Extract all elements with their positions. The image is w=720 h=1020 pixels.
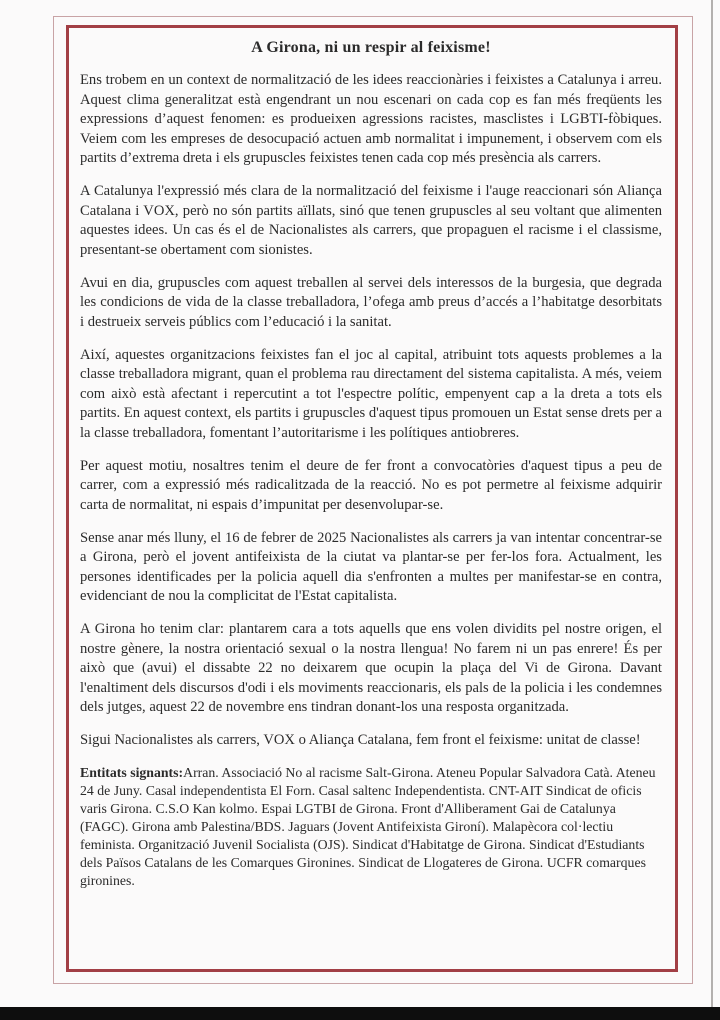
paragraph: Avui en dia, grupuscles com aquest treballen al servei dels interessos de la burgesia, que degrada les condicions de vida de la classe treballadora, l’ofega amb preus d’accés a l’habitatge desorbitats i destrueix serveis públics com l’educació i la sanitat.: [80, 274, 662, 330]
signatories-text: Arran. Associació No al racisme Salt-Girona. Ateneu Popular Salvadora Catà. Ateneu 24 de Juny. Casal independentista El Forn. Casal saltenc Independentista. CNT-AIT Sindicat de oficis varis Girona. C.S.O Kan kolmo. Espai LGTBI de Girona. Front d'Alliberament Gai de Catalunya (FAGC). Girona amb Palestina/BDS. Jaguars (Jovent Antifeixista Gironí). Malapècora col·lectiu feminista. Organització Juvenil Socialista (OJS). Sindicat d'Habitatge de Girona. Sindicat d'Estudiants dels Països Catalans de les Comarques Gironines. Sindicat de Llogateres de Girona. UCFR comarques gironines.: [80, 765, 656, 888]
poster-title: A Girona, ni un respir al feixisme!: [251, 39, 491, 56]
signatories-label: Entitats signants:: [80, 765, 184, 780]
paragraph: A Catalunya l'expressió més clara de la normalització del feixisme i l'auge reaccionari són Aliança Catalana i VOX, però no són partits aïllats, sinó que tenen grupuscles al seu voltant que alimenten aquestes idees. Un cas és el de Nacionalistes als carrers, que propaguen el racisme i el classisme, presentant-se obertament com sionistes.: [80, 183, 662, 258]
photo-bottom-bar: [0, 1007, 720, 1020]
paragraph: Sigui Nacionalistes als carrers, VOX o Aliança Catalana, fem front el feixisme: unitat de classe!: [80, 732, 641, 748]
poster-content: [80, 38, 662, 890]
paragraph: Així, aquestes organitzacions feixistes fan el joc al capital, atribuint tots aquests problemes a la classe treballadora migrant, quan el problema rau directament del sistema capitalista. A més, veiem com això està afectant i repercutint a tot l'espectre polític, empenyent cap a la dreta a tots els partits. En aquest context, els partits i grupuscles d'aquest tipus promouen un Estat sense drets per a la classe treballadora, fomentant l’autoritarisme i les polítiques antiobreres.: [80, 346, 662, 441]
signatories-block: [80, 764, 662, 890]
paragraph: Sense anar més lluny, el 16 de febrer de 2025 Nacionalistes als carrers ja van intentar concentrar-se a Girona, però el jovent antifeixista de la ciutat va plantar-se per fer-los fora. Actualment, les persones identificades per la policia aquell dia s'enfronten a multes per manifestar-se en contra, evidenciant de nou la complicitat de l'Estat capitalista.: [80, 529, 662, 604]
paragraph: Ens trobem en un context de normalització de les idees reaccionàries i feixistes a Catalunya i arreu. Aquest clima generalitzat està engendrant un nou escenari on cada cop es fan més freqüents les expressions d’aquest fenomen: es produeixen agressions racistes, masclistes i LGBTI-fòbiques. Veiem com les empreses de desocupació actuen amb normalitat i impunement, i observem com els partits d’extrema dreta i els grupuscles feixistes tenen cada cop més presència als carrers.: [80, 72, 662, 166]
paragraph: A Girona ho tenim clar: plantarem cara a tots aquells que ens volen dividits pel nostre origen, el nostre gènere, la nostra orientació sexual o la nostra llengua! No farem ni un pas enrere! És per això que (avui) el dissabte 22 no deixarem que ocupin la plaça del Vi de Girona. Davant l'enaltiment dels discursos d'odi i els moviments reaccionaris, els pals de la policia i les condemnes dels jutges, aquest 22 de novembre ens tindran donant-los una resposta organitzada.: [80, 621, 662, 715]
paragraph: Per aquest motiu, nosaltres tenim el deure de fer front a convocatòries d'aquest tipus a peu de carrer, com a expressió més radicalitzada de la reacció. No es pot permetre al feixisme adquirir carta de normalitat, ni espais d’impunitat per desenvolupar-se.: [80, 457, 662, 513]
photo-edge-line: [711, 0, 713, 1007]
